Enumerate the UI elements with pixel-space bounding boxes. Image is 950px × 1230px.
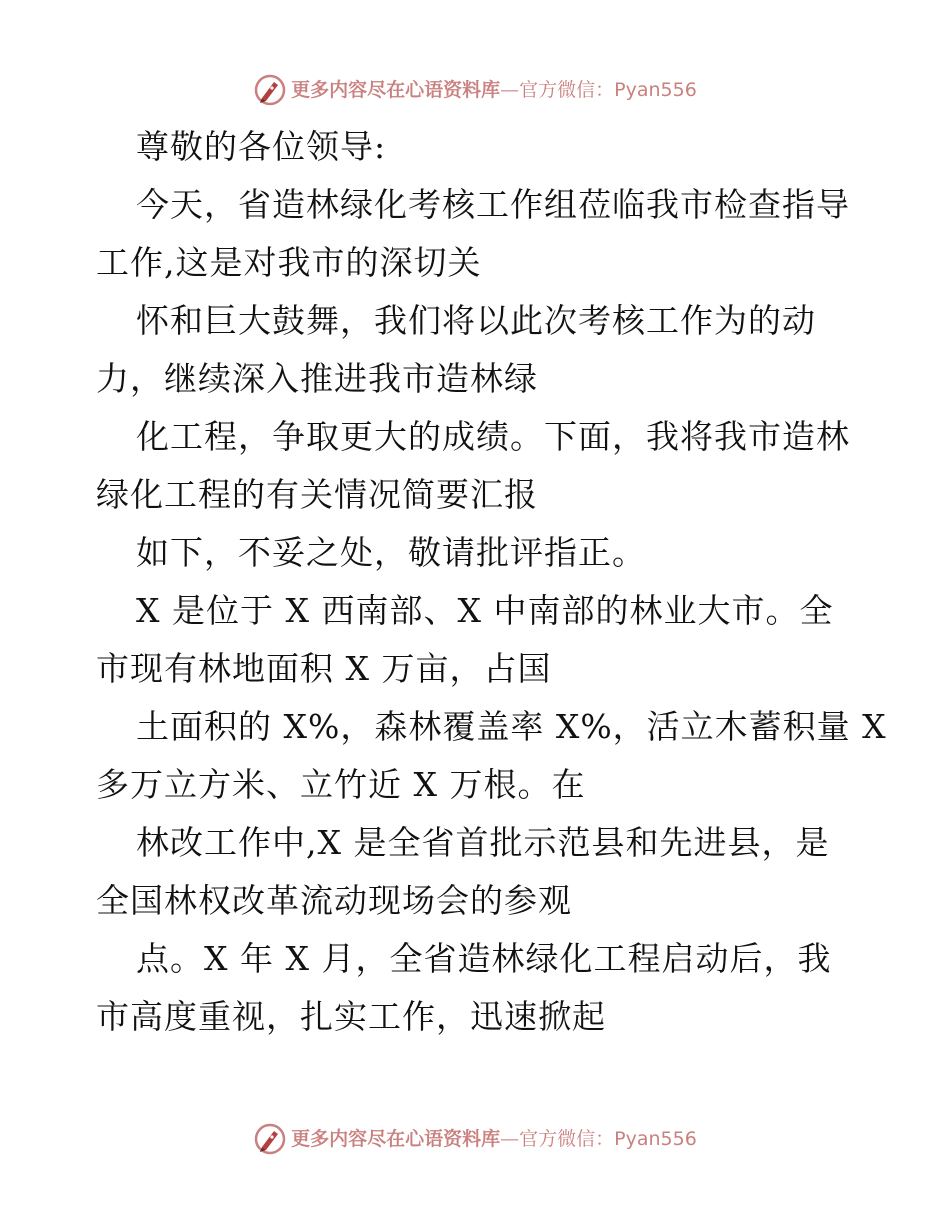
header-separator: — — [500, 78, 520, 101]
footer-banner — [0, 1119, 950, 1159]
footer-text — [291, 1127, 697, 1150]
text-line-3: 工作,这是对我市的深切关 — [96, 243, 482, 282]
text-line-1: 尊敬的各位领导: — [136, 127, 387, 166]
header-banner — [0, 70, 950, 110]
text-line-11: 土面积的 X%，森林覆盖率 X%，活立木蓄积量 X — [136, 707, 887, 746]
text-line-5: 力，继续深入推进我市造林绿 — [96, 359, 538, 398]
header-text — [291, 78, 697, 101]
header-brand: 更多内容尽在心语资料库 — [291, 78, 501, 101]
text-line-7: 绿化工程的有关情况简要汇报 — [96, 475, 538, 514]
text-line-6: 化工程，争取更大的成绩。下面，我将我市造林 — [136, 417, 850, 456]
text-line-16: 市高度重视，扎实工作，迅速掀起 — [96, 997, 606, 1036]
footer-contact: 官方微信：Pyan556 — [519, 1127, 697, 1150]
footer-brand: 更多内容尽在心语资料库 — [291, 1127, 501, 1150]
document-body — [96, 118, 887, 1046]
pen-circle-icon — [253, 73, 287, 107]
footer-separator: — — [500, 1127, 520, 1150]
text-line-4: 怀和巨大鼓舞，我们将以此次考核工作为的动 — [136, 301, 816, 340]
text-line-9: X 是位于 X 西南部、X 中南部的林业大市。全 — [136, 591, 834, 630]
text-line-8: 如下，不妥之处，敬请批评指正。 — [136, 533, 646, 572]
text-line-2: 今天，省造林绿化考核工作组莅临我市检查指导 — [136, 185, 850, 224]
text-line-15: 点。X 年 X 月，全省造林绿化工程启动后，我 — [136, 939, 832, 978]
text-line-14: 全国林权改革流动现场会的参观 — [96, 881, 572, 920]
text-line-12: 多万立方米、立竹近 X 万根。在 — [96, 765, 586, 804]
text-line-10: 市现有林地面积 X 万亩，占国 — [96, 649, 552, 688]
pen-circle-icon — [253, 1122, 287, 1156]
header-contact: 官方微信：Pyan556 — [519, 78, 697, 101]
text-line-13: 林改工作中,X 是全省首批示范县和先进县，是 — [136, 823, 830, 862]
